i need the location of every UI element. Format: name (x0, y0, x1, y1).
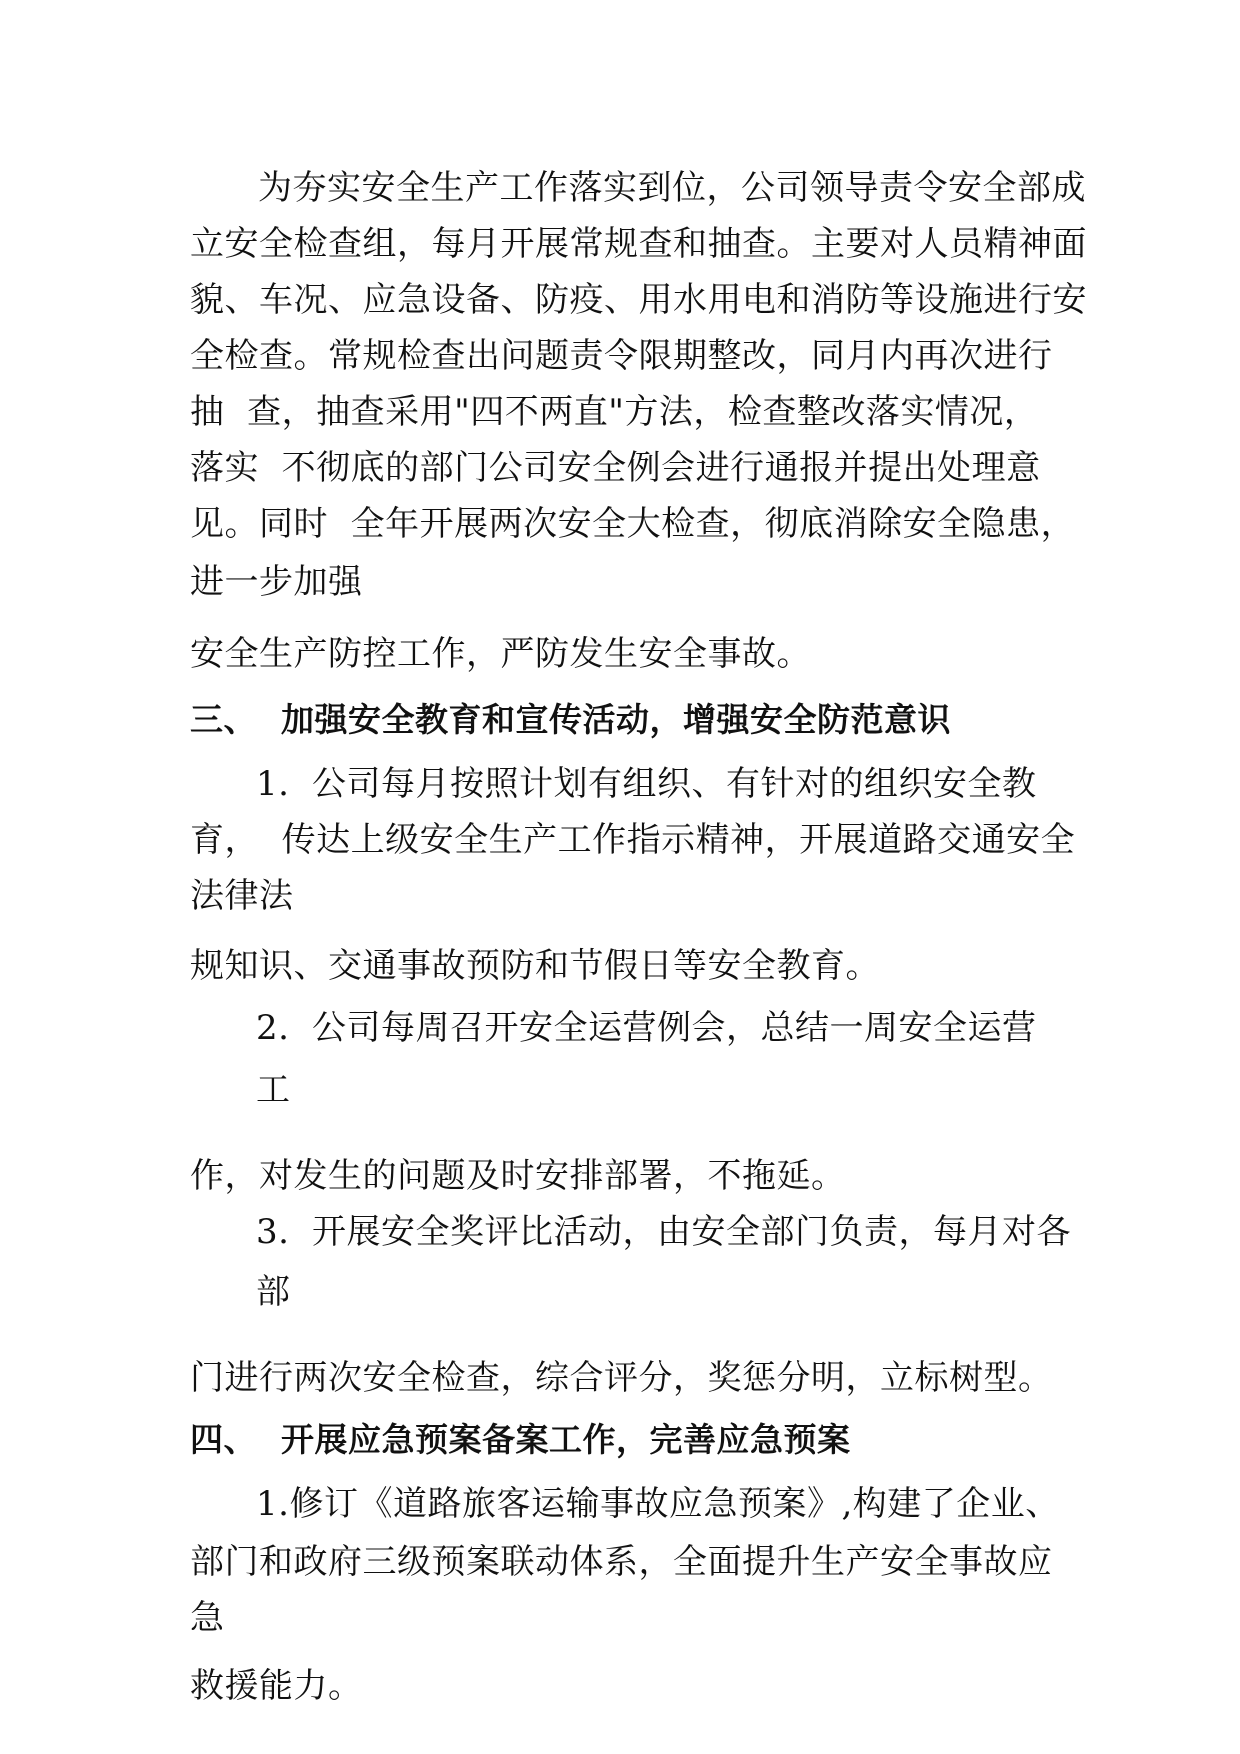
paragraph-line: 为夯实安全生产工作落实到位，公司领导责令安全部成 (258, 168, 1086, 208)
paragraph-line: 貌、车况、应急设备、防疫、用水用电和消防等设施进行安 (190, 280, 1087, 320)
list-item-line: 作，对发生的问题及时安排部署，不拖延。 (190, 1156, 846, 1196)
list-item-line: 部 (256, 1272, 291, 1312)
list-item-line: 法律法 (190, 876, 294, 916)
list-item-line: 2. 公司每周召开安全运营例会，总结一周安全运营 (256, 1008, 1037, 1048)
list-item-line: 门进行两次安全检查，综合评分，奖惩分明，立标树型。 (190, 1358, 1053, 1398)
list-item-line: 部门和政府三级预案联动体系，全面提升生产安全事故应 (190, 1542, 1053, 1582)
paragraph-line: 进一步加强 (190, 562, 363, 602)
list-item-line: 工 (256, 1070, 291, 1110)
paragraph-line: 见。同时 全年开展两次安全大检查，彻底消除安全隐患， (190, 504, 1076, 544)
paragraph-line: 安全生产防控工作，严防发生安全事故。 (190, 634, 811, 674)
list-item-line: 1. 公司每月按照计划有组织、有针对的组织安全教 (256, 764, 1037, 804)
paragraph-line: 落实 不彻底的部门公司安全例会进行通报并提出处理意 (190, 448, 1041, 488)
list-item-line: 3. 开展安全奖评比活动，由安全部门负责，每月对各 (256, 1212, 1072, 1252)
list-item-line: 1.修订《道路旅客运输事故应急预案》,构建了企业、 (256, 1484, 1060, 1524)
paragraph-line: 抽 查，抽查采用"四不两直"方法，检查整改落实情况， (190, 392, 1039, 432)
list-item-line: 救援能力。 (190, 1666, 363, 1706)
paragraph-line: 全检查。常规检查出问题责令限期整改，同月内再次进行 (190, 336, 1053, 376)
section-heading: 四、 开展应急预案备案工作，完善应急预案 (190, 1420, 851, 1459)
paragraph-line: 立安全检查组，每月开展常规查和抽查。主要对人员精神面 (190, 224, 1087, 264)
section-heading: 三、 加强安全教育和宣传活动，增强安全防范意识 (190, 700, 951, 739)
list-item-line: 急 (190, 1598, 225, 1638)
list-item-line: 育， 传达上级安全生产工作指示精神，开展道路交通安全 (190, 820, 1076, 860)
list-item-line: 规知识、交通事故预防和节假日等安全教育。 (190, 946, 880, 986)
